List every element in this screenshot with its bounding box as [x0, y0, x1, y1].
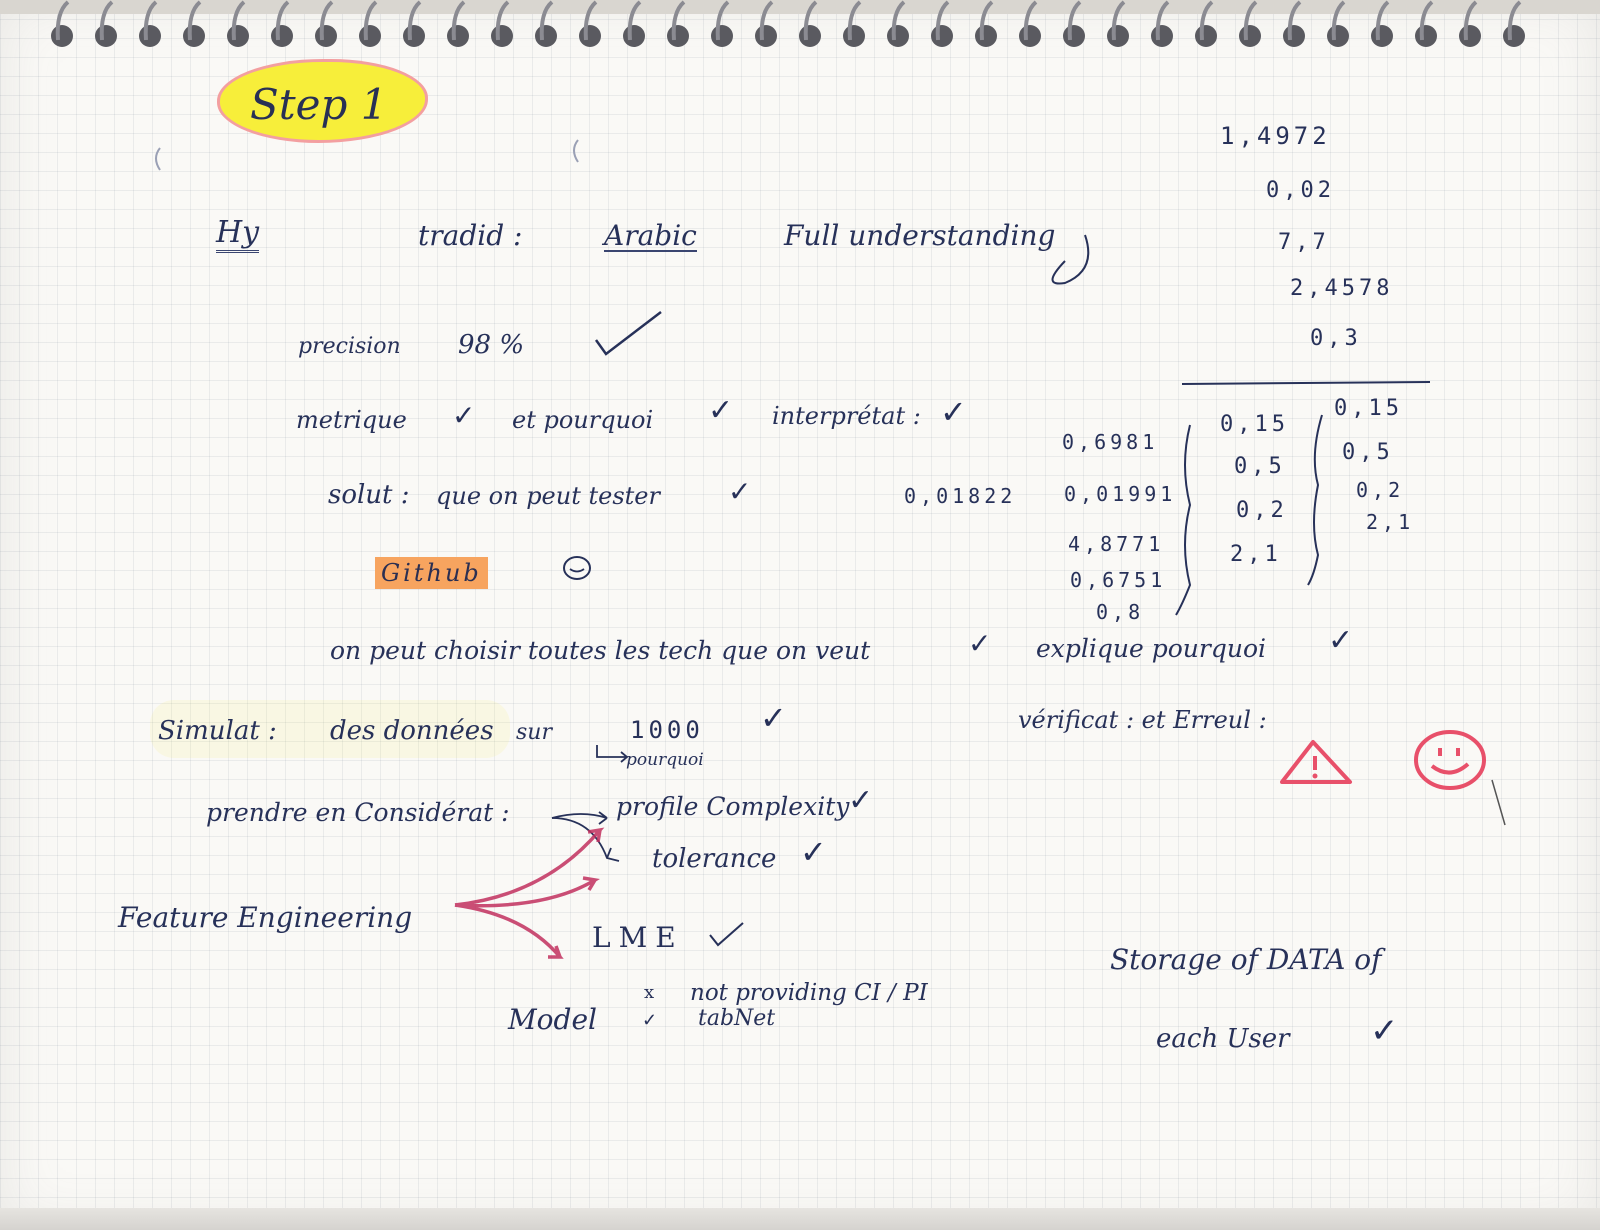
model-cross-mark: x	[644, 982, 655, 1003]
solution-text: que on peut tester	[436, 482, 660, 510]
checkmark-icon	[596, 312, 661, 354]
checkmark-icon: ✓	[760, 699, 787, 737]
profile-complexity: profile Complexity	[616, 792, 850, 821]
left-number: 4,8771	[1068, 532, 1165, 556]
simulat-text: Simulat :	[158, 716, 277, 746]
middle-number: 0,2	[1236, 498, 1288, 523]
pourquoi-note: pourquoi	[626, 750, 704, 770]
middle-number: 0,15	[1220, 412, 1289, 437]
left-number: 0,01991	[1064, 482, 1177, 506]
smiley-face-icon	[1412, 728, 1492, 794]
prendre-text: prendre en Considérat :	[206, 798, 510, 827]
smiley-face-icon	[561, 553, 593, 583]
interpretat-text: interprétat :	[772, 402, 921, 430]
checkmark-icon: ✓	[452, 399, 476, 432]
solution-label: solut :	[328, 480, 410, 510]
right-number: 0,5	[1342, 440, 1394, 465]
metrique-text: metrique	[296, 406, 407, 434]
branch-arrows-icon	[455, 830, 600, 957]
top-number: 1,4972	[1220, 122, 1331, 150]
verif-text: vérificat : et Erreul :	[1018, 706, 1267, 734]
heading-full-understanding: Full understanding	[784, 219, 1056, 252]
checkmark-icon: ✓	[848, 783, 874, 818]
feature-engineering: Feature Engineering	[118, 901, 413, 934]
checkmark-icon: ✓	[968, 627, 992, 660]
checkmark-icon: ✓	[1370, 1011, 1399, 1051]
choose-text: on peut choisir toutes les tech que on veut	[330, 636, 871, 665]
top-number: 0,3	[1310, 326, 1362, 351]
precision-value: 98 %	[458, 330, 525, 360]
top-number: 0,02	[1266, 178, 1335, 203]
middle-number: 2,1	[1230, 542, 1282, 567]
explique-text: explique pourquoi	[1036, 634, 1266, 663]
model-label: Model	[508, 1003, 597, 1036]
sur-text: sur	[516, 720, 552, 745]
checkmark-icon: ✓	[728, 475, 752, 508]
right-number: 0,15	[1334, 396, 1403, 421]
checkmark-icon: ✓	[1328, 623, 1354, 658]
heading-hy: Hy	[216, 218, 259, 253]
right-number: 0,2	[1356, 478, 1405, 502]
model-check-mark: ✓	[642, 1010, 658, 1031]
storage-line-2: each User	[1156, 1024, 1290, 1054]
top-number: 2,4578	[1290, 276, 1394, 301]
left-number: 0,6751	[1070, 568, 1167, 592]
storage-line-1: Storage of DATA of	[1110, 943, 1382, 976]
top-number: 7,7	[1278, 230, 1330, 255]
tolerance-text: tolerance	[652, 844, 777, 874]
heading-arabic: Arabic	[604, 219, 697, 252]
checkmark-icon: ✓	[708, 393, 734, 428]
precision-label: precision	[298, 334, 401, 359]
checkmark-icon: ✓	[940, 393, 967, 431]
left-number: 0,8	[1096, 600, 1145, 624]
pourquoi-text: et pourquoi	[512, 406, 654, 434]
solution-value: 0,01822	[904, 484, 1017, 508]
heading-tradid: tradid :	[418, 219, 523, 252]
donnees-text: des données	[330, 716, 494, 746]
tabnet-text: tabNet	[698, 1006, 776, 1031]
right-number: 2,1	[1366, 510, 1415, 534]
sample-count: 1000	[630, 716, 704, 744]
left-number: 0,6981	[1062, 430, 1159, 454]
checkmark-icon: ✓	[800, 833, 827, 871]
step-title: Step 1	[250, 80, 388, 129]
page-bottom-edge	[0, 1208, 1600, 1230]
middle-number: 0,5	[1234, 454, 1286, 479]
not-providing-text: not providing CI / PI	[690, 980, 928, 1006]
lme-text: LME	[592, 921, 684, 954]
warning-triangle-icon	[1278, 738, 1356, 788]
github-label: Github	[375, 557, 488, 589]
